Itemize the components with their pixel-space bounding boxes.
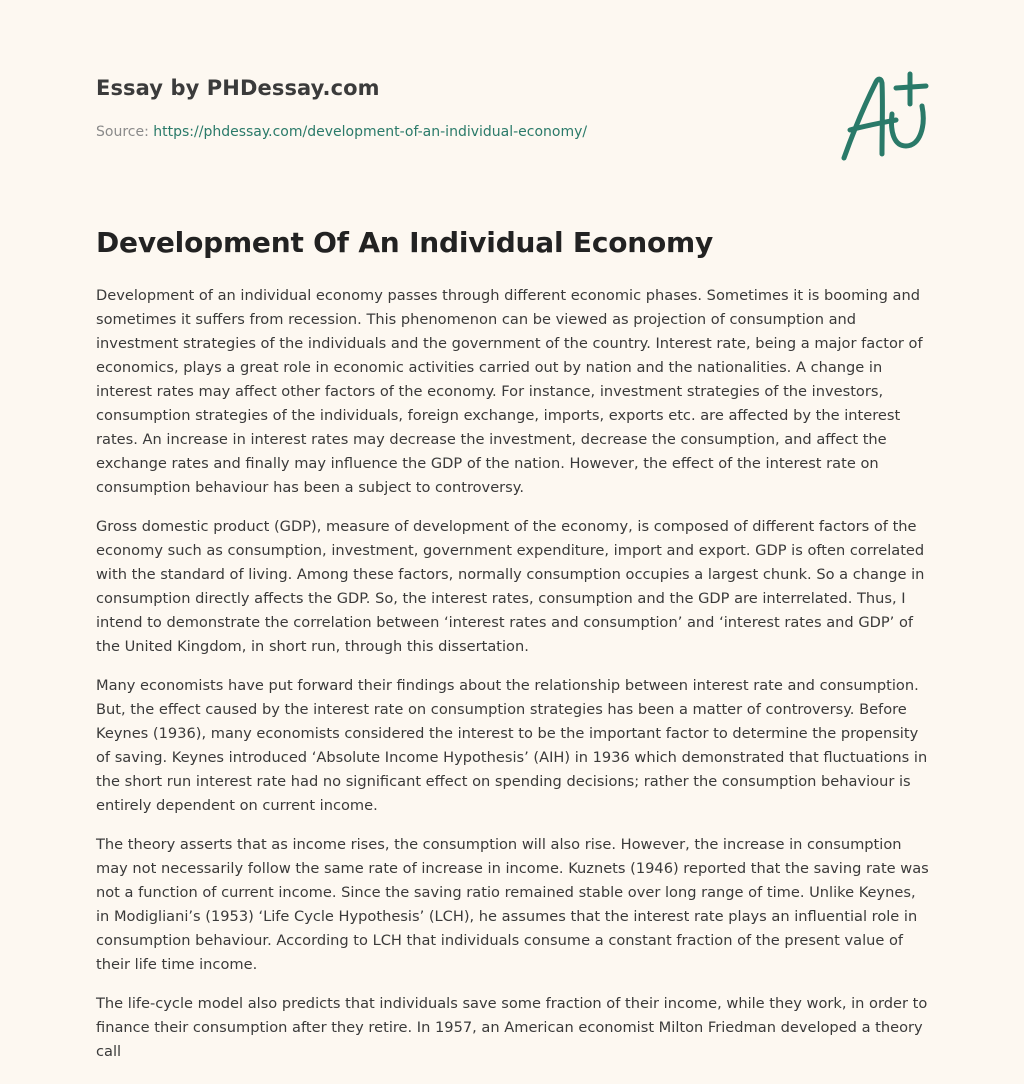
source-line xyxy=(96,124,587,140)
paragraph: Development of an individual economy passes through different economic phases. Sometimes it is booming and sometimes it suffers from recession. This phenomenon can be viewed as projection of consumption and investment strategies of the individuals and the government of the country. Interest rate, being a major factor of economics, plays a great role in economic activities carried out by nation and the nationalities. A change in interest rates may affect other factors of the economy. For instance, investment strategies of the investors, consumption strategies of the individuals, foreign exchange, imports, exports etc. are affected by the interest rates. An increase in interest rates may decrease the investment, decrease the consumption, and affect the exchange rates and finally may influence the GDP of the nation. However, the effect of the interest rate on consumption behaviour has been a subject to controversy. xyxy=(96,287,923,496)
article-body xyxy=(96,284,932,1079)
paragraph: The life-cycle model also predicts that individuals save some fraction of their income, while they work, in order to finance their consumption after they retire. In 1957, an American economist Milton Friedman developed a theory call xyxy=(96,995,928,1060)
a-plus-logo-icon xyxy=(830,66,934,166)
page-title: Development Of An Individual Economy xyxy=(96,226,714,259)
paragraph: Many economists have put forward their findings about the relationship between interest rate and consumption. But, the effect caused by the interest rate on consumption strategies has been a matter of controversy. Before Keynes (1936), many economists considered the interest to be the important factor to determine the propensity of saving. Keynes introduced ‘Absolute Income Hypothesis’ (AIH) in 1936 which demonstrated that fluctuations in the short run interest rate had no significant effect on spending decisions; rather the consumption behaviour is entirely dependent on current income. xyxy=(96,677,928,814)
site-brand: Essay by PHDessay.com xyxy=(96,76,380,100)
source-link[interactable]: https://phdessay.com/development-of-an-individual-economy/ xyxy=(153,124,588,140)
header xyxy=(96,0,928,200)
source-label: Source: xyxy=(96,124,149,140)
paragraph: Gross domestic product (GDP), measure of development of the economy, is composed of different factors of the economy such as consumption, investment, government expenditure, import and export. GDP is often correlated with the standard of living. Among these factors, normally consumption occupies a largest chunk. So a change in consumption directly affects the GDP. So, the interest rates, consumption and the GDP are interrelated. Thus, I intend to demonstrate the correlation between ‘interest rates and consumption’ and ‘interest rates and GDP’ of the United Kingdom, in short run, through this dissertation. xyxy=(96,518,925,655)
paragraph: The theory asserts that as income rises, the consumption will also rise. However, the increase in consumption may not necessarily follow the same rate of increase in income. Kuznets (1946) reported that the saving rate was not a function of current income. Since the saving ratio remained stable over long range of time. Unlike Keynes, in Modigliani’s (1953) ‘Life Cycle Hypothesis’ (LCH), he assumes that the interest rate plays an influential role in consumption behaviour. According to LCH that individuals consume a constant fraction of the present value of their life time income. xyxy=(96,836,929,973)
